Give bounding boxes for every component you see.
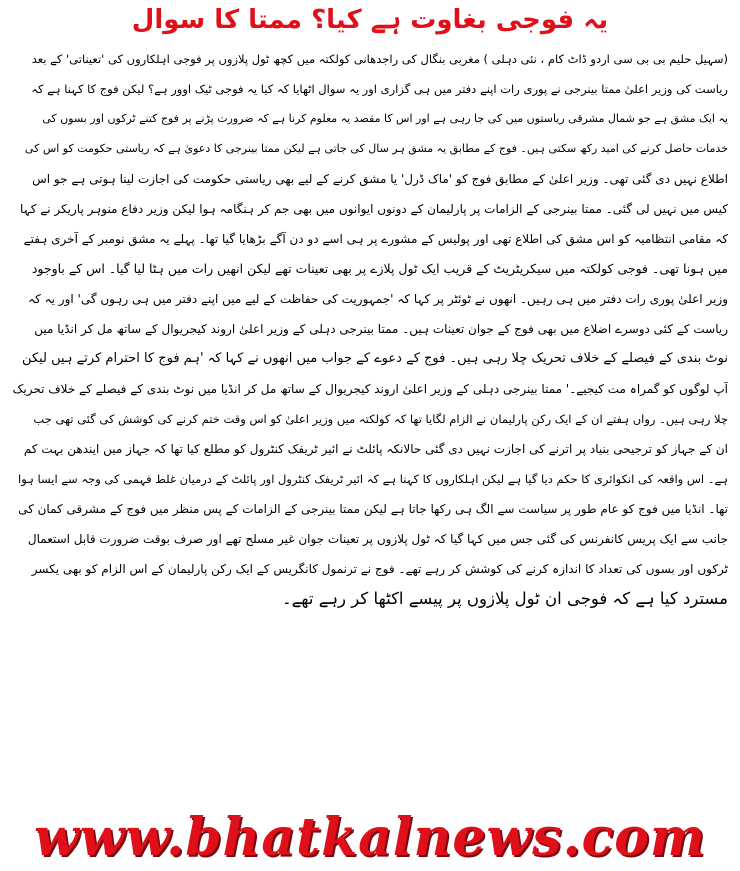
article-line: اطلاع نہیں دی گئی تھی۔ وزیر اعلیٰ کے مطابق فوج کو 'ماک ڈرل' یا مشق کرنے کے لیے بھی ریاستی حکومت کی اجازت لینا ہوتی ہے جو اس xyxy=(32,172,728,186)
article-line: ٹرکوں اور بسوں کی تعداد کا اندازہ کرنے کی کوشش کر رہے تھے۔ فوج نے ترنمول کانگریس کے ایک رکن پارلیمان کے اس الزام کو بھی یکسر xyxy=(31,562,728,576)
article-body xyxy=(12,44,728,614)
article-line: چلا رہی ہیں۔ رواں ہفتے ان کے ایک رکن پارلیمان نے الزام لگایا تھا کہ کولکتہ میں وزیر اعلیٰ کو اس وقت ختم کرنے کی کوشش کی گئی تھی جب xyxy=(33,412,728,426)
article-line: خدمات حاصل کرنے کی امید رکھ سکتی ہیں۔ فوج کے مطابق یہ مشق ہر سال کی جاتی ہے لیکن ممتا بینرجی کا دعویٰ ہے کہ ریاستی حکومت کو اس کی xyxy=(24,142,728,155)
article-line: وزیر اعلیٰ پوری رات دفتر میں ہی رہیں۔ انھوں نے ٹوئٹر پر کہا کہ 'جمہوریت کی حفاظت کے لیے میں اپنے دفتر میں ہی رہوں گی' اور یہ کہ xyxy=(28,292,728,306)
article-line: کہ مقامی انتظامیہ کو اس مشق کی اطلاع تھی اور پولیس کے مشورے پر ہی اسے دو دن آگے بڑھایا گیا تھا۔ پہلے یہ مشق نومبر کے آخری ہفتے xyxy=(23,232,728,246)
article-line: یہ ایک مشق ہے جو شمال مشرقی ریاستوں میں کی جا رہی ہے اور اس کا مقصد یہ معلوم کرنا ہے کہ ضرورت پڑنے پر فوج کتنے ٹرکوں اور بسوں کی xyxy=(42,112,728,125)
article-line: مسترد کیا ہے کہ فوجی ان ٹول پلازوں پر پیسے اکٹھا کر رہے تھے۔ xyxy=(281,589,728,608)
article-line: (سہیل حلیم بی بی سی اردو ڈاٹ کام ، نئی دہلی ) مغربی بنگال کی راجدھانی کولکتہ میں کچھ ٹول پلازوں پر فوجی اہلکاروں کی 'تعیناتی' کے بعد xyxy=(31,52,728,66)
article-headline: یہ فوجی بغاوت ہے کیا؟ ممتا کا سوال xyxy=(131,5,609,35)
site-watermark: www.bhatkalnews.com xyxy=(34,807,706,868)
article-line: میں ہونا تھی۔ فوجی کولکتہ میں سیکریٹریٹ کے قریب ایک ٹول پلازے پر بھی تعینات تھے لیکن انھیں رات میں ہٹا لیا گیا۔ اس کے باوجود xyxy=(31,261,728,276)
article-line: ان کے جہاز کو ترجیحی بنیاد پر اترنے کی اجازت نہیں دی گئی حالانکہ پائلٹ نے ائیر ٹریفک کنٹرول کو مطلع کیا تھا کہ جہاز میں ایندھن بہت کم xyxy=(23,442,728,456)
article-line: کیس میں نہیں لی گئی۔ ممتا بینرجی کے الزامات پر پارلیمان کے دونوں ایوانوں میں بھی جم کر ہنگامہ ہوا لیکن وزیر دفاع منوہر پاریکر نے کہا xyxy=(20,202,728,216)
article-line: آپ لوگوں کو گمراہ مت کیجیے۔' ممتا بینرجی دہلی کے وزیر اعلیٰ اروند کیجریوال کے ساتھ مل کر انڈیا میں نوٹ بندی کے فیصلے کے خلاف تحریک xyxy=(12,382,728,396)
article-line: جانب سے ایک پریس کانفرنس کی گئی جس میں کہا گیا کہ ٹول پلازوں پر تعینات جوان غیر مسلح تھے اور صرف بوقت ضرورت قابل استعمال xyxy=(27,532,728,546)
article-line: ہے۔ اس واقعہ کی انکوائری کا حکم دیا گیا ہے لیکن اہلکاروں کا کہنا ہے کہ ائیر ٹریفک کنٹرول اور پائلٹ کے درمیان غلط فہمی کی وجہ سے ایسا ہوا xyxy=(18,472,728,486)
article-line: تھا۔ انڈیا میں فوج کو عام طور پر سیاست سے الگ ہی رکھا جاتا ہے لیکن ممتا بینرجی کے الزامات کے پس منظر میں فوج کے مشرقی کمان کی xyxy=(18,502,728,516)
article-line: ریاست کی وزیر اعلیٰ ممتا بینرجی نے پوری رات اپنے دفتر میں ہی گزاری اور یہ سوال اٹھایا کہ کیا یہ فوجی ٹیک اوور ہے؟ لیکن فوج کا کہنا ہے کہ xyxy=(31,82,728,96)
article-line: نوٹ بندی کے فیصلے کے خلاف تحریک چلا رہی ہیں۔ فوج کے دعوے کے جواب میں انھوں نے کہا کہ 'ہم فوج کا احترام کرتے ہیں لیکن xyxy=(22,351,728,366)
article-line: ریاست کے کئی دوسرے اضلاع میں بھی فوج کے جوان تعینات ہیں۔ ممتا بینرجی دہلی کے وزیر اعلیٰ اروند کیجریوال کے ساتھ مل کر انڈیا میں xyxy=(34,322,728,336)
